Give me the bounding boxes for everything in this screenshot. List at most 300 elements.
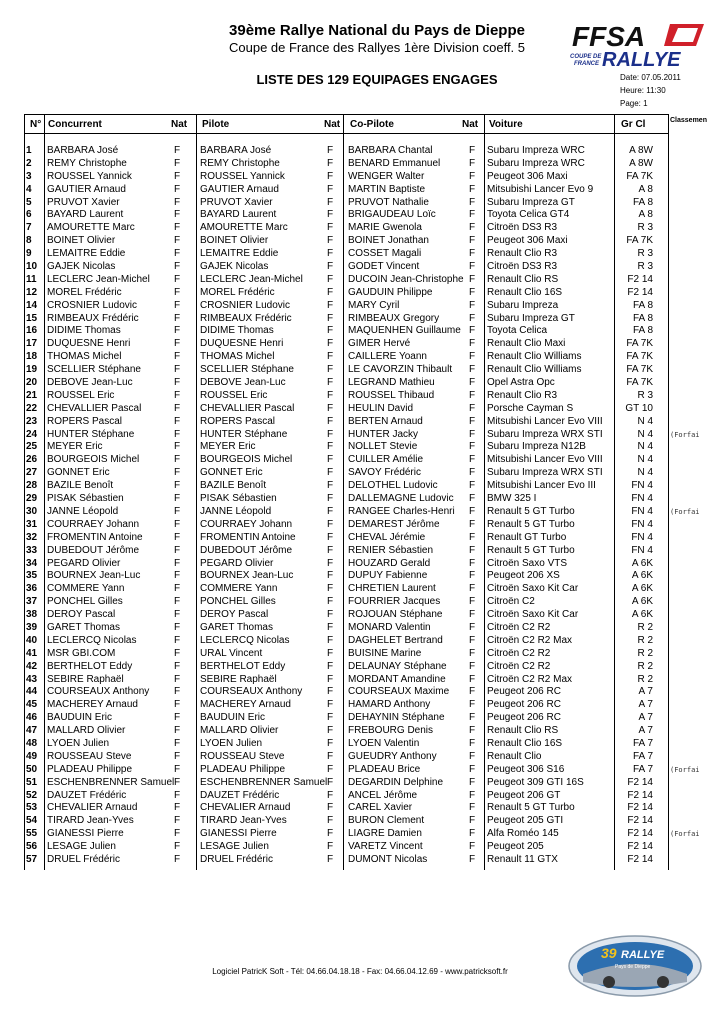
- entry-group-class: FA 7K: [626, 377, 653, 389]
- entry-nat-concurrent: F: [174, 286, 181, 298]
- entry-copilote: DAGHELET Bertrand: [348, 634, 443, 646]
- entry-concurrent: BOINET Olivier: [47, 235, 116, 247]
- entry-nat-copilote: F: [469, 621, 476, 633]
- entry-nat-concurrent: F: [174, 351, 181, 363]
- entry-voiture: Peugeot 206 RC: [487, 686, 561, 698]
- entry-number: 5: [26, 196, 32, 208]
- entry-voiture: Peugeot 306 Maxi: [487, 235, 568, 247]
- col-concurrent: Concurrent: [48, 119, 102, 130]
- table-row: [24, 325, 704, 338]
- entry-number: 46: [26, 712, 38, 724]
- entry-pilote: BOINET Olivier: [200, 235, 269, 247]
- entry-group-class: R 2: [637, 647, 653, 659]
- entry-group-class: N 4: [637, 415, 653, 427]
- entry-number: 3: [26, 170, 32, 182]
- entry-number: 30: [26, 505, 38, 517]
- entry-nat-pilote: F: [327, 248, 334, 260]
- entry-group-class: FA 8: [632, 299, 653, 311]
- entry-nat-concurrent: F: [174, 570, 181, 582]
- entry-group-class: FN 4: [631, 505, 653, 517]
- entry-nat-pilote: F: [327, 725, 334, 737]
- entry-concurrent: PRUVOT Xavier: [47, 196, 120, 208]
- entry-number: 9: [26, 248, 32, 260]
- table-row: [24, 686, 704, 699]
- entry-nat-copilote: F: [469, 454, 476, 466]
- entry-copilote: CHEVAL Jérémie: [348, 531, 426, 543]
- table-row: [24, 738, 704, 751]
- entry-nat-concurrent: F: [174, 686, 181, 698]
- entry-voiture: Mitsubishi Lancer Evo III: [487, 480, 596, 492]
- entry-voiture: Subaru Impreza WRX STI: [487, 467, 603, 479]
- entry-nat-concurrent: F: [174, 441, 181, 453]
- entry-pilote: GAJEK Nicolas: [200, 261, 269, 273]
- entry-nat-pilote: F: [327, 480, 334, 492]
- entry-nat-pilote: F: [327, 828, 334, 840]
- entry-number: 19: [26, 364, 38, 376]
- ffsa-rallye-logo: [568, 20, 708, 72]
- entry-copilote: MARTIN Baptiste: [348, 183, 426, 195]
- entry-voiture: Citroën DS3 R3: [487, 261, 558, 273]
- entry-pilote: TIRARD Jean-Yves: [200, 815, 287, 827]
- entry-number: 42: [26, 660, 38, 672]
- entry-group-class: N 4: [637, 467, 653, 479]
- entry-nat-copilote: F: [469, 235, 476, 247]
- entry-concurrent: THOMAS Michel: [47, 351, 122, 363]
- table-row: [24, 171, 704, 184]
- entry-nat-copilote: F: [469, 273, 476, 285]
- entry-nat-copilote: F: [469, 196, 476, 208]
- entry-copilote: DEMAREST Jérôme: [348, 518, 440, 530]
- entry-nat-copilote: F: [469, 570, 476, 582]
- entry-voiture: Citroën C2 R2: [487, 647, 551, 659]
- entry-pilote: MALLARD Olivier: [200, 725, 279, 737]
- entry-group-class: A 6K: [631, 557, 653, 569]
- entry-voiture: Renault 5 GT Turbo: [487, 544, 575, 556]
- entry-nat-concurrent: F: [174, 518, 181, 530]
- entry-number: 33: [26, 544, 38, 556]
- entry-nat-concurrent: F: [174, 712, 181, 724]
- entry-number: 32: [26, 531, 38, 543]
- entry-copilote: GIMER Hervé: [348, 338, 411, 350]
- entry-concurrent: COMMERE Yann: [47, 583, 125, 595]
- entry-nat-pilote: F: [327, 196, 334, 208]
- entry-voiture: Opel Astra Opc: [487, 377, 555, 389]
- entry-voiture: Renault Clio 16S: [487, 737, 563, 749]
- entry-nat-concurrent: F: [174, 183, 181, 195]
- entry-copilote: HAMARD Anthony: [348, 699, 431, 711]
- entry-number: 41: [26, 647, 38, 659]
- entry-concurrent: DEROY Pascal: [47, 609, 116, 621]
- entry-pilote: GONNET Eric: [200, 467, 263, 479]
- entry-nat-copilote: F: [469, 828, 476, 840]
- entry-pilote: PRUVOT Xavier: [200, 196, 273, 208]
- col-nat-3: Nat: [462, 119, 479, 130]
- entry-number: 27: [26, 467, 38, 479]
- table-row: [24, 570, 704, 583]
- entry-voiture: Peugeot 309 GTI 16S: [487, 776, 584, 788]
- entry-nat-copilote: F: [469, 583, 476, 595]
- entry-nat-pilote: F: [327, 853, 334, 865]
- entry-nat-pilote: F: [327, 815, 334, 827]
- entry-pilote: BAYARD Laurent: [200, 209, 277, 221]
- entry-pilote: DEROY Pascal: [200, 609, 269, 621]
- entry-nat-concurrent: F: [174, 815, 181, 827]
- entry-concurrent: ROUSSEL Yannick: [47, 170, 132, 182]
- entry-group-class: R 3: [637, 389, 653, 401]
- entry-voiture: Alfa Roméo 145: [487, 828, 559, 840]
- entry-copilote: CAREL Xavier: [348, 802, 413, 814]
- entry-nat-concurrent: F: [174, 557, 181, 569]
- entry-copilote: CUILLER Amélie: [348, 454, 424, 466]
- table-row: [24, 145, 704, 158]
- entry-copilote: HEULIN David: [348, 402, 414, 414]
- entry-concurrent: GIANESSI Pierre: [47, 828, 124, 840]
- entry-nat-pilote: F: [327, 402, 334, 414]
- entry-number: 31: [26, 518, 38, 530]
- entry-nat-pilote: F: [327, 583, 334, 595]
- col-nat-1: Nat: [171, 119, 188, 130]
- entry-nat-pilote: F: [327, 673, 334, 685]
- entry-nat-copilote: F: [469, 415, 476, 427]
- entry-voiture: Renault 11 GTX: [487, 853, 558, 865]
- entry-group-class: R 2: [637, 621, 653, 633]
- entry-group-class: FA 7: [632, 763, 653, 775]
- entry-group-class: FN 4: [631, 531, 653, 543]
- table-row: [24, 583, 704, 596]
- entry-nat-pilote: F: [327, 699, 334, 711]
- entry-pilote: BOURNEX Jean-Luc: [200, 570, 294, 582]
- entry-nat-concurrent: F: [174, 634, 181, 646]
- entry-pilote: CROSNIER Ludovic: [200, 299, 291, 311]
- entry-pilote: DUQUESNE Henri: [200, 338, 284, 350]
- entry-copilote: LE CAVORZIN Thibault: [348, 364, 453, 376]
- entry-group-class: GT 10: [625, 402, 653, 414]
- entry-nat-concurrent: F: [174, 364, 181, 376]
- entry-nat-pilote: F: [327, 299, 334, 311]
- entry-concurrent: CHEVALIER Arnaud: [47, 802, 138, 814]
- entry-voiture: Peugeot 205 GTI: [487, 815, 564, 827]
- entry-copilote: GAUDUIN Philippe: [348, 286, 433, 298]
- entry-group-class: A 6K: [631, 583, 653, 595]
- col-classement: Classemen: [670, 117, 707, 124]
- entry-copilote: CAILLERE Yoann: [348, 351, 427, 363]
- table-row: [24, 248, 704, 261]
- entry-voiture: Citroën Saxo Kit Car: [487, 609, 579, 621]
- entry-nat-concurrent: F: [174, 544, 181, 556]
- entry-nat-copilote: F: [469, 634, 476, 646]
- entry-number: 26: [26, 454, 38, 466]
- entry-concurrent: RIMBEAUX Frédéric: [47, 312, 139, 324]
- entry-concurrent: DIDIME Thomas: [47, 325, 121, 337]
- entry-pilote: PEGARD Olivier: [200, 557, 274, 569]
- entry-number: 36: [26, 583, 38, 595]
- entry-copilote: FOURRIER Jacques: [348, 596, 441, 608]
- table-row: [24, 828, 704, 841]
- entry-concurrent: BOURNEX Jean-Luc: [47, 570, 141, 582]
- entry-concurrent: PLADEAU Philippe: [47, 763, 133, 775]
- entry-voiture: Peugeot 306 Maxi: [487, 170, 568, 182]
- entry-concurrent: LEMAITRE Eddie: [47, 248, 126, 260]
- entry-pilote: HUNTER Stéphane: [200, 428, 288, 440]
- entry-copilote: RANGEE Charles-Henri: [348, 505, 455, 517]
- entry-nat-pilote: F: [327, 712, 334, 724]
- entry-copilote: DUCOIN Jean-Christophe: [348, 273, 464, 285]
- entry-nat-concurrent: F: [174, 402, 181, 414]
- table-row: [24, 725, 704, 738]
- entry-copilote: ANCEL Jérôme: [348, 789, 418, 801]
- entry-copilote: DELOTHEL Ludovic: [348, 480, 438, 492]
- entry-copilote: PRUVOT Nathalie: [348, 196, 429, 208]
- entry-concurrent: ROUSSEL Eric: [47, 389, 115, 401]
- entry-nat-concurrent: F: [174, 312, 181, 324]
- entry-pilote: BERTHELOT Eddy: [200, 660, 286, 672]
- entry-pilote: ESCHENBRENNER Samuel: [200, 776, 328, 788]
- entry-nat-pilote: F: [327, 286, 334, 298]
- entry-number: 56: [26, 841, 38, 853]
- entry-copilote: NOLLET Stevie: [348, 441, 418, 453]
- entry-number: 7: [26, 222, 32, 234]
- entry-nat-pilote: F: [327, 647, 334, 659]
- entry-pilote: ROPERS Pascal: [200, 415, 276, 427]
- badge-wheel-icon: [657, 976, 669, 988]
- entry-nat-concurrent: F: [174, 802, 181, 814]
- entry-number: 8: [26, 235, 32, 247]
- entry-group-class: A 8: [638, 183, 653, 195]
- entry-nat-concurrent: F: [174, 415, 181, 427]
- entry-nat-pilote: F: [327, 312, 334, 324]
- entry-nat-copilote: F: [469, 815, 476, 827]
- entry-nat-pilote: F: [327, 776, 334, 788]
- table-row: [24, 493, 704, 506]
- entry-number: 10: [26, 261, 38, 273]
- entry-nat-pilote: F: [327, 505, 334, 517]
- entry-pilote: PONCHEL Gilles: [200, 596, 276, 608]
- entry-copilote: BUISINE Marine: [348, 647, 422, 659]
- entry-nat-concurrent: F: [174, 725, 181, 737]
- entry-nat-copilote: F: [469, 505, 476, 517]
- entry-nat-concurrent: F: [174, 596, 181, 608]
- entry-voiture: BMW 325 I: [487, 493, 537, 505]
- entry-voiture: Renault Clio Maxi: [487, 338, 566, 350]
- entry-nat-copilote: F: [469, 389, 476, 401]
- entry-group-class: FA 7K: [626, 364, 653, 376]
- entry-pilote: URAL Vincent: [200, 647, 263, 659]
- entry-nat-pilote: F: [327, 686, 334, 698]
- table-row: [24, 197, 704, 210]
- entry-nat-copilote: F: [469, 750, 476, 762]
- entry-nat-pilote: F: [327, 441, 334, 453]
- entry-copilote: DALLEMAGNE Ludovic: [348, 493, 454, 505]
- entry-number: 34: [26, 557, 38, 569]
- table-row: [24, 429, 704, 442]
- entry-nat-copilote: F: [469, 351, 476, 363]
- entry-nat-pilote: F: [327, 145, 334, 156]
- entry-copilote: LEGRAND Mathieu: [348, 377, 435, 389]
- entry-nat-pilote: F: [327, 802, 334, 814]
- entry-number: 24: [26, 428, 38, 440]
- entry-group-class: F2 14: [627, 815, 653, 827]
- col-grcl: Gr Cl: [621, 119, 646, 130]
- entry-copilote: COURSEAUX Maxime: [348, 686, 450, 698]
- entry-concurrent: MOREL Frédéric: [47, 286, 122, 298]
- entry-nat-copilote: F: [469, 531, 476, 543]
- entry-group-class: A 7: [638, 699, 653, 711]
- rallye-badge-logo: [565, 930, 705, 1000]
- entry-nat-concurrent: F: [174, 325, 181, 337]
- entry-copilote: GUEUDRY Anthony: [348, 750, 437, 762]
- entry-pilote: BAZILE Benoît: [200, 480, 267, 492]
- entry-remark: (Forfai: [670, 830, 700, 839]
- entry-remark: (Forfai: [670, 507, 700, 516]
- entry-voiture: Renault Clio Williams: [487, 364, 582, 376]
- entry-voiture: Citroën C2 R2 Max: [487, 634, 573, 646]
- meta-page: Page: 1: [620, 99, 648, 108]
- entry-pilote: ROUSSEL Yannick: [200, 170, 285, 182]
- table-row: [24, 351, 704, 364]
- entry-voiture: Renault Clio Williams: [487, 351, 582, 363]
- entry-group-class: F2 14: [627, 853, 653, 865]
- entry-nat-pilote: F: [327, 763, 334, 775]
- entry-nat-concurrent: F: [174, 531, 181, 543]
- entry-concurrent: HUNTER Stéphane: [47, 428, 135, 440]
- entry-nat-concurrent: F: [174, 776, 181, 788]
- entry-concurrent: COURSEAUX Anthony: [47, 686, 150, 698]
- entry-nat-copilote: F: [469, 428, 476, 440]
- entry-number: 54: [26, 815, 38, 827]
- entry-group-class: R 3: [637, 248, 653, 260]
- entry-voiture: Peugeot 206 GT: [487, 789, 561, 801]
- entry-group-class: R 2: [637, 673, 653, 685]
- entry-copilote: VARETZ Vincent: [348, 841, 423, 853]
- entry-copilote: DELAUNAY Stéphane: [348, 660, 447, 672]
- entry-concurrent: PEGARD Olivier: [47, 557, 121, 569]
- entry-nat-copilote: F: [469, 402, 476, 414]
- entry-nat-copilote: F: [469, 557, 476, 569]
- entry-voiture: Mitsubishi Lancer Evo VIII: [487, 415, 603, 427]
- entry-nat-pilote: F: [327, 415, 334, 427]
- entry-voiture: Subaru Impreza GT: [487, 312, 575, 324]
- entry-concurrent: PONCHEL Gilles: [47, 596, 123, 608]
- entry-number: 48: [26, 737, 38, 749]
- entry-concurrent: MACHEREY Arnaud: [47, 699, 138, 711]
- table-row: [24, 802, 704, 815]
- entry-nat-copilote: F: [469, 686, 476, 698]
- entry-copilote: MORDANT Amandine: [348, 673, 446, 685]
- entry-nat-concurrent: F: [174, 609, 181, 621]
- entry-number: 47: [26, 725, 38, 737]
- entry-nat-pilote: F: [327, 222, 334, 234]
- table-row: [24, 841, 704, 854]
- entry-voiture: Subaru Impreza: [487, 299, 559, 311]
- entry-nat-copilote: F: [469, 222, 476, 234]
- entry-concurrent: TIRARD Jean-Yves: [47, 815, 134, 827]
- entry-nat-copilote: F: [469, 183, 476, 195]
- entry-group-class: FA 7K: [626, 170, 653, 182]
- entry-number: 28: [26, 480, 38, 492]
- entry-nat-pilote: F: [327, 364, 334, 376]
- entry-nat-pilote: F: [327, 544, 334, 556]
- entry-concurrent: CROSNIER Ludovic: [47, 299, 138, 311]
- entry-nat-pilote: F: [327, 351, 334, 363]
- entry-voiture: Citroën C2 R2: [487, 621, 551, 633]
- entry-copilote: DUPUY Fabienne: [348, 570, 428, 582]
- entry-nat-copilote: F: [469, 763, 476, 775]
- table-row: [24, 519, 704, 532]
- entry-nat-pilote: F: [327, 634, 334, 646]
- entry-number: 40: [26, 634, 38, 646]
- table-row: [24, 532, 704, 545]
- logo-rallye-text: RALLYE: [602, 49, 681, 71]
- list-title: LISTE DES 129 EQUIPAGES ENGAGES: [256, 72, 498, 87]
- entry-nat-pilote: F: [327, 377, 334, 389]
- entry-voiture: Renault GT Turbo: [487, 531, 567, 543]
- entry-concurrent: ROPERS Pascal: [47, 415, 123, 427]
- entry-group-class: F2 14: [627, 802, 653, 814]
- entry-pilote: BOURGEOIS Michel: [200, 454, 293, 466]
- entry-nat-copilote: F: [469, 660, 476, 672]
- entry-copilote: LYOEN Valentin: [348, 737, 420, 749]
- entry-concurrent: SEBIRE Raphaël: [47, 673, 124, 685]
- table-row: [24, 338, 704, 351]
- entry-nat-concurrent: F: [174, 261, 181, 273]
- entry-voiture: Mitsubishi Lancer Evo VIII: [487, 454, 603, 466]
- entry-pilote: SCELLIER Stéphane: [200, 364, 294, 376]
- entry-number: 20: [26, 377, 38, 389]
- entry-concurrent: PISAK Sébastien: [47, 493, 124, 505]
- entry-pilote: DIDIME Thomas: [200, 325, 274, 337]
- table-row: [24, 777, 704, 790]
- entry-nat-pilote: F: [327, 570, 334, 582]
- entry-copilote: ROUSSEL Thibaud: [348, 389, 435, 401]
- entry-pilote: BAUDUIN Eric: [200, 712, 266, 724]
- entry-copilote: RENIER Sébastien: [348, 544, 434, 556]
- entry-concurrent: BAUDUIN Eric: [47, 712, 113, 724]
- entry-copilote: BURON Clement: [348, 815, 425, 827]
- document-title: 39ème Rallye National du Pays de Dieppe: [229, 22, 525, 39]
- table-row: [24, 815, 704, 828]
- entry-nat-copilote: F: [469, 544, 476, 556]
- entry-nat-pilote: F: [327, 467, 334, 479]
- entry-nat-concurrent: F: [174, 428, 181, 440]
- entry-copilote: PLADEAU Brice: [348, 763, 421, 775]
- entry-voiture: Peugeot 206 XS: [487, 570, 560, 582]
- entry-number: 51: [26, 776, 38, 788]
- table-row: [24, 648, 704, 661]
- entry-copilote: HUNTER Jacky: [348, 428, 419, 440]
- entry-voiture: Renault Clio RS: [487, 273, 559, 285]
- entry-number: 18: [26, 351, 38, 363]
- entry-nat-concurrent: F: [174, 209, 181, 221]
- entry-copilote: DEHAYNIN Stéphane: [348, 712, 445, 724]
- entry-number: 1: [26, 145, 32, 156]
- document-subtitle: Coupe de France des Rallyes 1ère Division coeff. 5: [228, 40, 526, 55]
- meta-date: Date: 07.05.2011: [620, 73, 681, 82]
- entry-nat-copilote: F: [469, 157, 476, 169]
- entry-nat-copilote: F: [469, 596, 476, 608]
- entry-voiture: Citroën C2 R2 Max: [487, 673, 573, 685]
- entry-number: 6: [26, 209, 32, 221]
- entry-copilote: SAVOY Frédéric: [348, 467, 421, 479]
- entry-group-class: A 8: [638, 209, 653, 221]
- table-row: [24, 416, 704, 429]
- entry-nat-concurrent: F: [174, 145, 181, 156]
- entry-pilote: CHEVALLIER Pascal: [200, 402, 295, 414]
- entry-nat-copilote: F: [469, 737, 476, 749]
- entry-number: 16: [26, 325, 38, 337]
- entry-concurrent: MEYER Eric: [47, 441, 103, 453]
- entry-nat-concurrent: F: [174, 621, 181, 633]
- entry-nat-pilote: F: [327, 157, 334, 169]
